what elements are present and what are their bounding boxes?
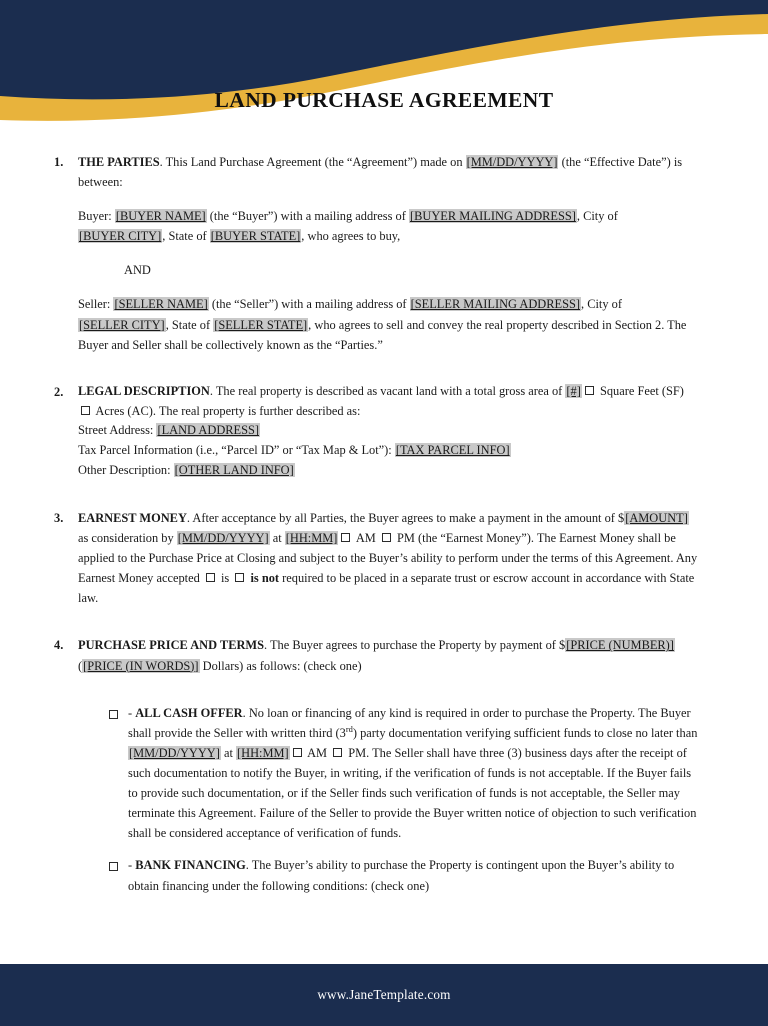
clause-2-heading: LEGAL DESCRIPTION bbox=[78, 383, 210, 398]
buyer-tail-text: , who agrees to buy, bbox=[301, 229, 401, 244]
all-cash-offer-text bbox=[128, 703, 700, 844]
seller-mailing-address-field[interactable]: [SELLER MAILING ADDRESS] bbox=[410, 297, 580, 312]
clause-2-text-a: . The real property is described as vacant land with a total gross area of bbox=[209, 383, 566, 398]
clause-3-heading: EARNEST MONEY bbox=[78, 510, 187, 525]
bank-financing-label: BANK FINANCING bbox=[135, 858, 246, 873]
spacer bbox=[78, 280, 700, 294]
clause-3-paragraph bbox=[78, 508, 700, 608]
option-dash: - bbox=[128, 705, 136, 720]
clause-the-parties bbox=[52, 152, 700, 355]
gross-area-field[interactable]: [#] bbox=[566, 383, 581, 398]
earnest-pm-checkbox[interactable] bbox=[382, 533, 391, 542]
document-body bbox=[52, 152, 700, 908]
spacer bbox=[78, 192, 700, 206]
and-separator: AND bbox=[124, 263, 151, 278]
option-dash: - bbox=[128, 858, 136, 873]
price-in-words-field[interactable]: [PRICE (IN WORDS)] bbox=[83, 658, 199, 673]
bank-financing-checkbox[interactable] bbox=[109, 862, 118, 871]
other-land-info-field[interactable]: [OTHER LAND INFO] bbox=[174, 463, 294, 478]
footer-website-link[interactable]: www.JaneTemplate.com bbox=[317, 987, 451, 1002]
clause-3-text-d: AM bbox=[353, 531, 379, 546]
clause-3-text-g: is not bbox=[247, 571, 280, 586]
clause-number: 2. bbox=[54, 384, 64, 399]
clause-number: 3. bbox=[54, 510, 64, 525]
bank-financing-text-a: . The Buyer’s ability to purchase the Property is contingent upon the Buyer’s ability to obtain financing under the following conditions: (check one) bbox=[128, 858, 675, 893]
clause-2-text-b: Square Feet (SF) bbox=[596, 383, 684, 398]
seller-paragraph bbox=[78, 294, 700, 354]
spacer bbox=[52, 689, 700, 703]
clause-1-text-a: . This Land Purchase Agreement (the “Agreement”) made on bbox=[159, 155, 466, 169]
clause-number: 4. bbox=[54, 638, 64, 653]
buyer-city-field[interactable]: [BUYER CITY] bbox=[79, 229, 162, 244]
all-cash-proof-date-field[interactable]: [MM/DD/YYYY] bbox=[129, 745, 220, 760]
buyer-label: Buyer: bbox=[78, 209, 115, 224]
earnest-time-field[interactable]: [HH:MM] bbox=[285, 531, 338, 546]
bank-financing-text bbox=[128, 855, 700, 895]
buyer-paragraph bbox=[78, 206, 700, 246]
bank-financing-checkbox-wrap[interactable] bbox=[106, 855, 128, 895]
clause-3-text-c: at bbox=[269, 531, 285, 546]
all-cash-offer-checkbox[interactable] bbox=[109, 710, 118, 719]
seller-state-label: , State of bbox=[165, 317, 214, 332]
all-cash-offer-label: ALL CASH OFFER bbox=[135, 705, 243, 720]
clause-3-text-a: . After acceptance by all Parties, the Buyer agrees to make a payment in the amount of $ bbox=[186, 510, 625, 525]
earnest-amount-field[interactable]: [AMOUNT] bbox=[625, 510, 688, 525]
clause-4-heading: PURCHASE PRICE AND TERMS bbox=[78, 638, 264, 653]
clause-1-paragraph bbox=[78, 152, 700, 192]
all-cash-text-b: ) party documentation verifying sufficient funds to close no later than bbox=[352, 725, 698, 740]
escrow-is-checkbox[interactable] bbox=[206, 573, 215, 582]
spacer bbox=[52, 494, 700, 508]
other-description-label: Other Description: bbox=[78, 463, 174, 478]
tax-parcel-label: Tax Parcel Information (i.e., “Parcel ID” or “Tax Map & Lot”): bbox=[78, 443, 395, 458]
clause-4-text-c: Dollars) as follows: (check one) bbox=[199, 658, 362, 673]
spacer bbox=[52, 621, 700, 635]
page-footer bbox=[0, 964, 768, 1026]
all-cash-proof-time-field[interactable]: [HH:MM] bbox=[237, 745, 289, 760]
all-cash-text-a: . No loan or financing of any kind is required in order to purchase the Property. The Buyer shall provide the Seller with written third (3 bbox=[128, 705, 691, 740]
tax-parcel-line bbox=[78, 441, 700, 461]
seller-label: Seller: bbox=[78, 297, 114, 312]
seller-city-label: , City of bbox=[581, 297, 622, 312]
third-party-ordinal: rd bbox=[345, 723, 353, 734]
price-number-field[interactable]: [PRICE (NUMBER)] bbox=[566, 638, 674, 653]
spacer bbox=[78, 246, 700, 260]
all-cash-offer-checkbox-wrap[interactable] bbox=[106, 703, 128, 844]
clause-2-text-c: Acres (AC). The real property is further described as: bbox=[93, 403, 361, 418]
earnest-date-field[interactable]: [MM/DD/YYYY] bbox=[177, 531, 269, 546]
option-bank-financing[interactable] bbox=[106, 855, 700, 895]
option-all-cash-offer[interactable] bbox=[106, 703, 700, 844]
buyer-mailing-address-field[interactable]: [BUYER MAILING ADDRESS] bbox=[409, 209, 576, 224]
seller-city-field[interactable]: [SELLER CITY] bbox=[79, 317, 165, 332]
all-cash-am-checkbox[interactable] bbox=[293, 748, 302, 757]
buyer-state-label: , State of bbox=[162, 229, 210, 244]
all-cash-text-e: PM. The Seller shall have three (3) business days after the receipt of such documentation to notify the Buyer, in writing, if the verification of funds is not acceptable. If the Buyer fails to provide such documentation, or if the Seller finds such verification of funds is not acceptable, the Seller may terminate this Agreement. Failure of the Seller to provide the Buyer written notice of objection to such verification shall be considered acceptance of verification of funds. bbox=[128, 745, 697, 841]
clause-4-text-b: ( bbox=[78, 658, 83, 673]
clause-number: 1. bbox=[54, 155, 64, 169]
clause-3-text-b: as consideration by bbox=[78, 531, 177, 546]
buyer-mid-text: (the “Buyer”) with a mailing address of bbox=[206, 209, 409, 224]
street-address-label: Street Address: bbox=[78, 423, 157, 438]
clause-1-heading: THE PARTIES bbox=[78, 155, 160, 169]
tax-parcel-info-field[interactable]: [TAX PARCEL INFO] bbox=[395, 443, 510, 458]
seller-name-field[interactable]: [SELLER NAME] bbox=[114, 297, 208, 312]
clause-4-text-a: . The Buyer agrees to purchase the Property by payment of $ bbox=[264, 638, 566, 653]
seller-mid-text: (the “Seller”) with a mailing address of bbox=[208, 297, 410, 312]
clause-3-text-f: is bbox=[217, 571, 233, 586]
clause-earnest-money bbox=[52, 508, 700, 608]
effective-date-field[interactable]: [MM/DD/YYYY] bbox=[466, 155, 558, 169]
buyer-state-field[interactable]: [BUYER STATE] bbox=[210, 229, 301, 244]
clause-3-text-h: required to be placed in a separate trust or escrow account in accordance with State law. bbox=[78, 571, 695, 606]
all-cash-text-c: at bbox=[220, 745, 237, 760]
all-cash-text-d: AM bbox=[304, 745, 331, 760]
clause-3-text-e: PM (the “Earnest Money”). The Earnest Money shall be applied to the Purchase Price at Closing and subject to the Buyer’s ability to perform under the terms of this Agreement. Any Earnest Money accepted bbox=[78, 531, 698, 586]
buyer-name-field[interactable]: [BUYER NAME] bbox=[115, 209, 206, 224]
land-address-field[interactable]: [LAND ADDRESS] bbox=[157, 423, 260, 438]
seller-tail-text: , who agrees to sell and convey the real property described in Section 2. The Buyer and Seller shall be collectively known as the “Parties.” bbox=[78, 317, 687, 352]
clause-2-paragraph bbox=[78, 382, 700, 422]
clause-legal-description bbox=[52, 382, 700, 481]
street-address-line bbox=[78, 421, 700, 441]
clause-4-paragraph bbox=[78, 635, 700, 675]
earnest-am-checkbox[interactable] bbox=[341, 533, 350, 542]
escrow-is-not-checkbox[interactable] bbox=[235, 573, 244, 582]
buyer-city-label: , City of bbox=[576, 209, 618, 224]
header-banner-decoration bbox=[0, 0, 768, 140]
clause-purchase-price-and-terms bbox=[52, 635, 700, 675]
all-cash-pm-checkbox[interactable] bbox=[333, 748, 342, 757]
seller-state-field[interactable]: [SELLER STATE] bbox=[214, 317, 308, 332]
spacer bbox=[52, 368, 700, 382]
acres-checkbox[interactable] bbox=[81, 406, 90, 415]
other-description-line bbox=[78, 461, 700, 481]
clause-1-text-b: (the “Effective Date”) is between: bbox=[78, 155, 683, 190]
page-title: LAND PURCHASE AGREEMENT bbox=[214, 88, 554, 112]
square-feet-checkbox[interactable] bbox=[585, 386, 594, 395]
